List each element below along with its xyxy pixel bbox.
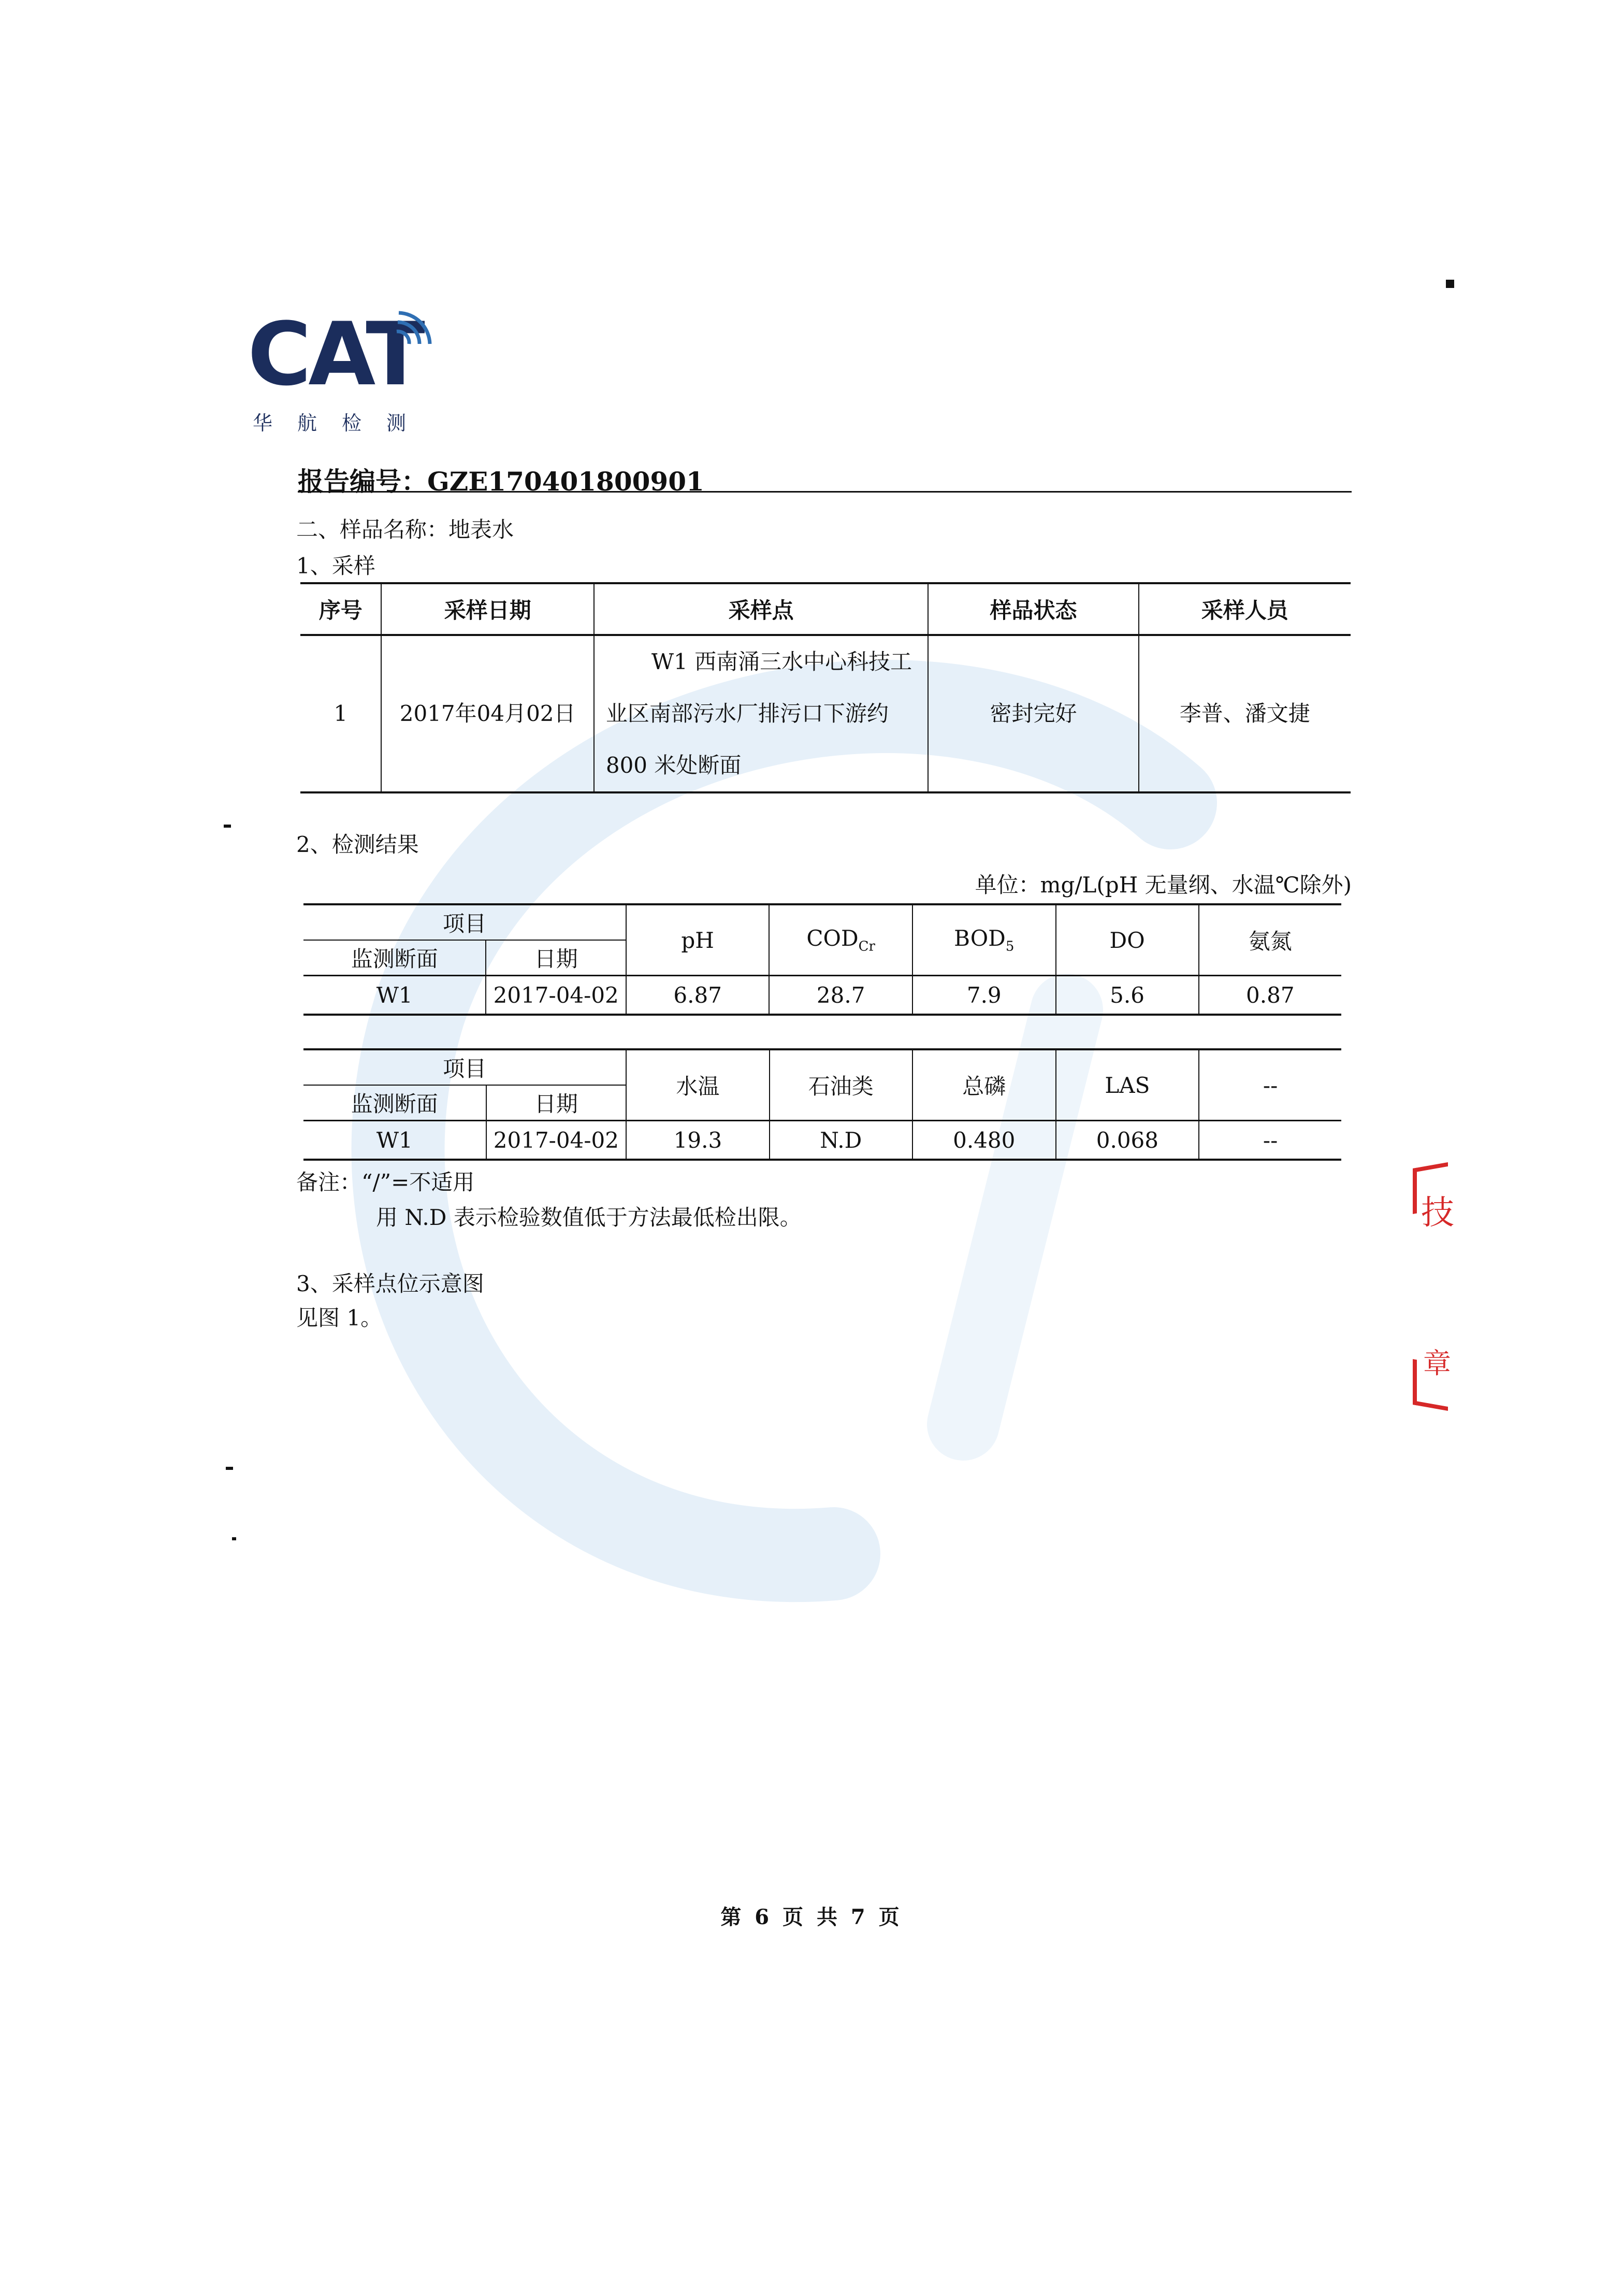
header-section: 监测断面 bbox=[303, 940, 486, 976]
cell-no: 1 bbox=[300, 635, 381, 792]
header-date: 日期 bbox=[486, 940, 626, 976]
header-date: 采样日期 bbox=[381, 583, 593, 635]
cell-value: 7.9 bbox=[912, 976, 1056, 1015]
header-param: 总磷 bbox=[912, 1049, 1056, 1121]
scan-speck bbox=[224, 825, 231, 828]
sample-name-value: 地表水 bbox=[448, 517, 514, 542]
site-line: 800 米处断面 bbox=[605, 753, 742, 778]
results-table-1 bbox=[303, 903, 1341, 1016]
header-param: 石油类 bbox=[770, 1049, 912, 1121]
header-param: $COD_{Cr}$ bbox=[769, 904, 912, 976]
header-personnel: 采样人员 bbox=[1139, 583, 1351, 635]
cell-value: 0.068 bbox=[1056, 1121, 1199, 1160]
header-site: 采样点 bbox=[594, 583, 929, 635]
section-sampling-title: 1、采样 bbox=[296, 553, 375, 579]
header-param: 水温 bbox=[626, 1049, 769, 1121]
sample-name-label: 二、样品名称： bbox=[296, 517, 449, 542]
header-item: 项目 bbox=[303, 1049, 626, 1085]
cell-section: W1 bbox=[303, 1121, 486, 1160]
scan-speck bbox=[226, 1467, 233, 1470]
table-header-row bbox=[300, 583, 1351, 635]
cell-value: 6.87 bbox=[626, 976, 769, 1015]
cell-site bbox=[594, 635, 929, 792]
cell-value: 5.6 bbox=[1056, 976, 1199, 1015]
cell-value: -- bbox=[1199, 1121, 1341, 1160]
header-param: DO bbox=[1056, 904, 1199, 976]
section-map-title: 3、采样点位示意图 bbox=[296, 1271, 484, 1296]
report-number-label: 报告编号： bbox=[298, 466, 427, 497]
header-param: -- bbox=[1199, 1049, 1341, 1121]
section-map-text: 见图 1。 bbox=[296, 1305, 383, 1331]
cell-personnel: 李普、潘文捷 bbox=[1139, 635, 1351, 792]
header-date: 日期 bbox=[486, 1085, 627, 1121]
cell-value: 0.87 bbox=[1199, 976, 1341, 1015]
header-param: pH bbox=[626, 904, 769, 976]
table-header-row bbox=[303, 1049, 1341, 1085]
cell-date: 2017-04-02 bbox=[486, 976, 626, 1015]
site-line: 业区南部污水厂排污口下游约 bbox=[605, 701, 889, 726]
cell-value: 28.7 bbox=[769, 976, 912, 1015]
site-line: W1 西南涌三水中心科技工 bbox=[651, 649, 912, 674]
header-param: LAS bbox=[1056, 1049, 1199, 1121]
sample-name-line bbox=[296, 513, 514, 544]
cell-value: 0.480 bbox=[912, 1121, 1056, 1160]
table-header-row bbox=[303, 904, 1341, 940]
table-row bbox=[303, 1121, 1341, 1160]
red-seal-stamp bbox=[1413, 1165, 1454, 1409]
header-section: 监测断面 bbox=[303, 1085, 486, 1121]
cell-section: W1 bbox=[303, 976, 486, 1015]
header-param: $BOD_5$ bbox=[912, 904, 1056, 976]
page-footer: 第 6 页 共 7 页 bbox=[720, 1905, 903, 1929]
cell-date: 2017年04月02日 bbox=[381, 635, 593, 792]
signal-icon bbox=[386, 311, 433, 357]
cell-value: N.D bbox=[770, 1121, 912, 1160]
results-table-2 bbox=[303, 1048, 1341, 1161]
header-no: 序号 bbox=[300, 583, 381, 635]
header-item: 项目 bbox=[303, 904, 626, 940]
seal-char: 技 bbox=[1421, 1194, 1454, 1232]
table-row bbox=[300, 635, 1351, 792]
header-status: 样品状态 bbox=[928, 583, 1138, 635]
table-row bbox=[303, 976, 1341, 1015]
header-param: 氨氮 bbox=[1199, 904, 1341, 976]
header-rule bbox=[298, 491, 1352, 493]
note-line-1: 备注：“/”=不适用 bbox=[296, 1169, 475, 1195]
logo-subtitle: 华航检测 bbox=[253, 412, 431, 435]
report-number-value: GZE170401800901 bbox=[427, 466, 704, 497]
seal-bracket bbox=[1413, 1359, 1448, 1411]
scan-speck bbox=[1446, 280, 1454, 288]
company-logo bbox=[248, 304, 434, 435]
sampling-table bbox=[300, 582, 1351, 793]
note-line-2: 用 N.D 表示检验数值低于方法最低检出限。 bbox=[376, 1205, 802, 1230]
unit-note: 单位：mg/L(pH 无量纲、水温℃除外) bbox=[975, 872, 1352, 898]
cell-date: 2017-04-02 bbox=[486, 1121, 627, 1160]
scan-speck bbox=[232, 1537, 236, 1540]
cell-status: 密封完好 bbox=[928, 635, 1138, 792]
section-results-title: 2、检测结果 bbox=[296, 832, 419, 857]
report-number-line bbox=[298, 461, 704, 498]
cell-value: 19.3 bbox=[626, 1121, 769, 1160]
seal-char: 章 bbox=[1423, 1347, 1451, 1380]
logo-brand: CAT bbox=[248, 304, 422, 405]
